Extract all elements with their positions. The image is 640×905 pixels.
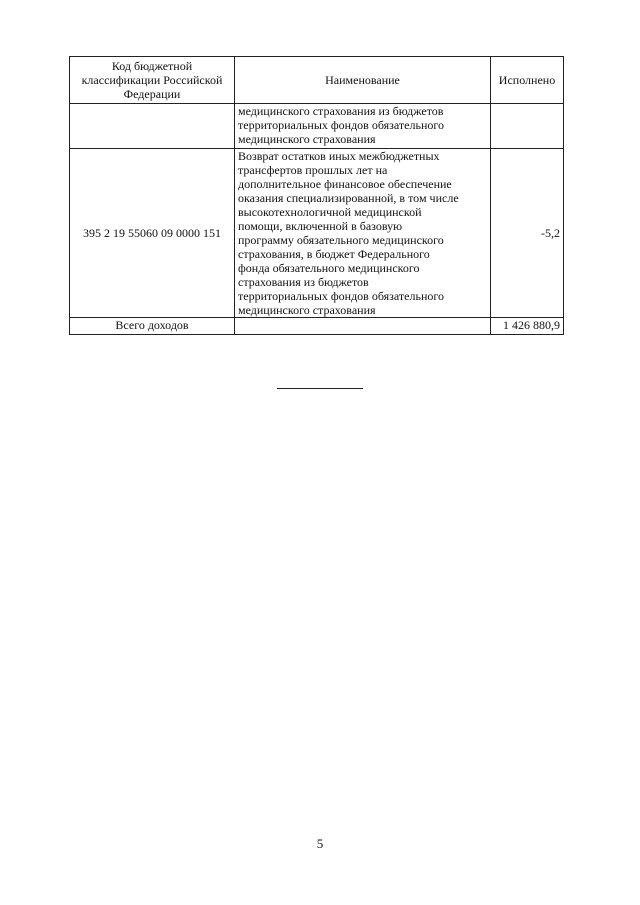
- table-row: [70, 149, 564, 318]
- cell-code: 395 2 19 55060 09 0000 151: [70, 149, 235, 318]
- divider: [277, 388, 363, 389]
- header-name: Наименование: [235, 57, 491, 104]
- total-executed: 1 426 880,9: [491, 318, 564, 335]
- name-line: высокотехнологичной медицинской: [238, 205, 422, 219]
- name-line: страхования, в бюджет Федерального: [238, 247, 430, 261]
- cell-code: [70, 104, 235, 149]
- name-line: помощи, включенной в базовую: [238, 219, 403, 233]
- table-header-row: [70, 57, 564, 104]
- cell-executed: [491, 104, 564, 149]
- name-line: медицинского страхования: [238, 303, 376, 317]
- name-line: трансфертов прошлых лет на: [238, 163, 388, 177]
- name-line: медицинского страхования: [238, 132, 376, 146]
- table-row: [70, 104, 564, 149]
- name-line: территориальных фондов обязательного: [238, 118, 445, 132]
- name-line: территориальных фондов обязательного: [238, 289, 445, 303]
- cell-name: [235, 104, 491, 149]
- name-line: медицинского страхования из бюджетов: [238, 104, 444, 118]
- page-number: 5: [316, 836, 324, 851]
- header-executed: Исполнено: [491, 57, 564, 104]
- name-line: страхования из бюджетов: [238, 275, 369, 289]
- total-row: [70, 318, 564, 335]
- name-line: оказания специализированной, в том числе: [238, 191, 459, 205]
- header-code: Код бюджетной классификации Российской Федерации: [70, 57, 235, 104]
- cell-executed: -5,2: [491, 149, 564, 318]
- cell-name: [235, 149, 491, 318]
- total-label: Всего доходов: [70, 318, 235, 335]
- name-line: программу обязательного медицинского: [238, 233, 444, 247]
- name-line: дополнительное финансовое обеспечение: [238, 177, 452, 191]
- budget-table: [69, 56, 564, 335]
- name-line: Возврат остатков иных межбюджетных: [238, 149, 440, 163]
- total-name: [235, 318, 491, 335]
- name-line: фонда обязательного медицинского: [238, 261, 420, 275]
